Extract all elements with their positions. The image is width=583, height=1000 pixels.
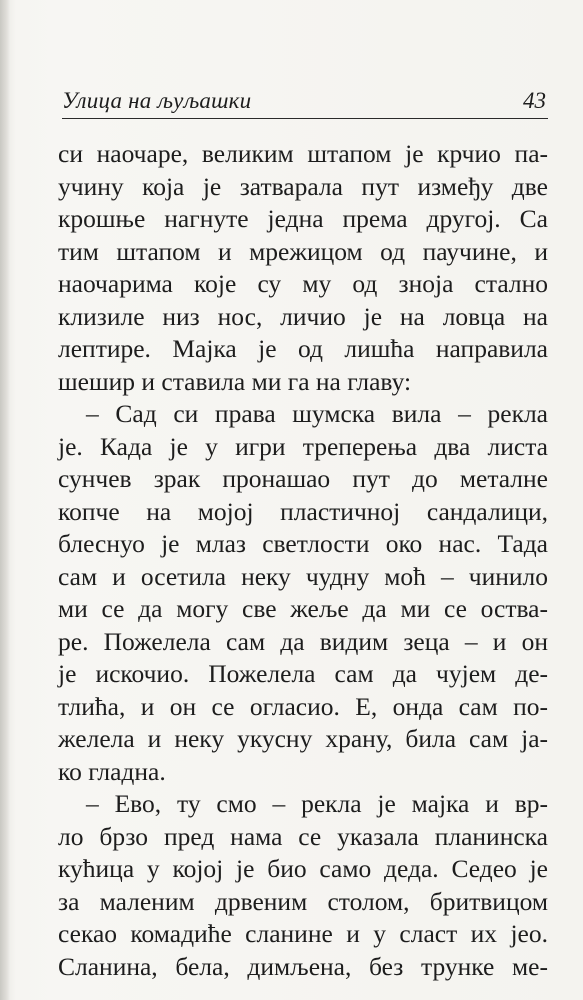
text-line: је. Када је у игри треперења два листа: [58, 431, 548, 461]
text-line: – Ево, ту смо – рекла је мајка и вр-: [86, 789, 548, 818]
text-line: крошње нагнуте једна према другој. Са: [58, 204, 548, 233]
text-line: ко гладна.: [58, 756, 166, 786]
text-line: ре. Пожелела сам да видим зеца – и он: [58, 626, 548, 656]
text-line: копче на мојој пластичној сандалици,: [58, 496, 548, 526]
page-number: 43: [523, 88, 546, 113]
text-line: кућица у којој је био само деда. Седео је: [58, 854, 548, 883]
text-line: – Сад си права шумска вила – рекла: [86, 399, 548, 428]
text-line: блеснуо је млаз светлости око нас. Тада: [58, 529, 548, 558]
page-gutter-shadow: [0, 0, 10, 1000]
running-header: [62, 88, 548, 119]
text-line: је искочио. Пожелела сам да чујем де-: [58, 659, 548, 688]
text-line: Сланина, бела, димљена, без трунке ме-: [58, 951, 548, 981]
running-title: Улица на љуљашки: [62, 88, 252, 113]
text-line: шешир и ставила ми га на главу:: [58, 366, 412, 396]
text-line: сунчев зрак пронашао пут до металне: [58, 464, 548, 493]
text-line: сам и осетила неку чудну моћ – чинило: [58, 561, 548, 591]
text-line: тим штапом и мрежицом од паучине, и: [58, 236, 548, 266]
text-line: наочарима које су му од зноја стално: [58, 269, 548, 298]
text-line: клизиле низ нос, личио је на ловца на: [58, 301, 548, 331]
text-line: си наочаре, великим штапом је крчио па-: [58, 139, 548, 168]
text-line: лептире. Мајка је од лишћа направила: [58, 334, 548, 363]
text-line: секао комадиће сланине и у сласт их јео.: [58, 919, 548, 948]
body-text: [58, 138, 548, 983]
text-line: желела и неку укусну храну, била сам ја-: [58, 724, 548, 753]
text-line: ми се да могу све жеље да ми се оства-: [58, 594, 548, 623]
text-line: ло брзо пред нама се указала планинска: [58, 821, 548, 851]
text-line: за маленим дрвеним столом, бритвицом: [58, 886, 548, 916]
text-line: тлића, и он се огласио. Е, онда сам по-: [58, 691, 548, 721]
text-line: учину која је затварала пут између две: [58, 171, 548, 201]
